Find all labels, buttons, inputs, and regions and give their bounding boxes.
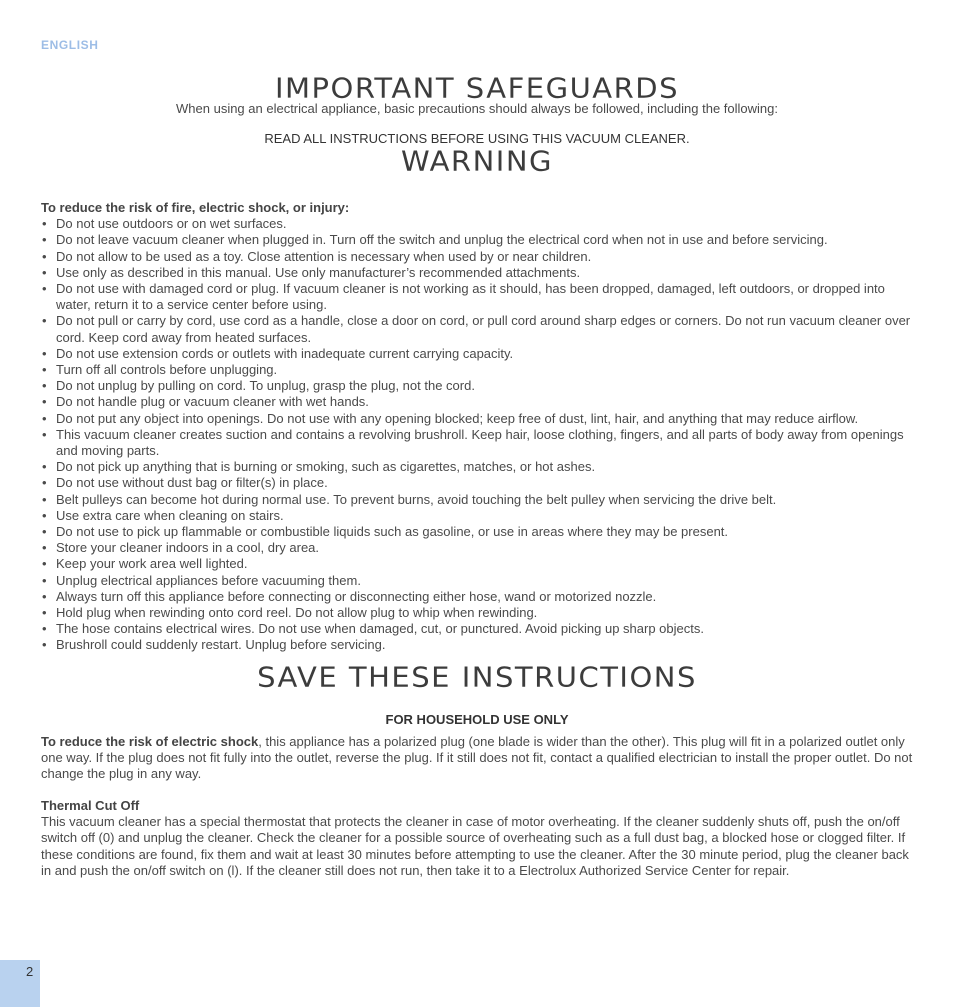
- shock-lead: To reduce the risk of electric shock: [41, 734, 259, 749]
- list-item: • Do not use without dust bag or filter(s) in place.: [41, 475, 921, 491]
- list-item: • Belt pulleys can become hot during normal use. To prevent burns, avoid touching the belt pulley when servicing the drive belt.: [41, 492, 921, 508]
- list-item: • Do not use to pick up flammable or combustible liquids such as gasoline, or use in areas where they may be present.: [41, 524, 921, 540]
- list-item: • Do not pick up anything that is burning or smoking, such as cigarettes, matches, or hot ashes.: [41, 459, 921, 475]
- list-item: • Do not leave vacuum cleaner when plugged in. Turn off the switch and unplug the electrical cord when not in use and before servicing.: [41, 232, 921, 248]
- thermal-heading: Thermal Cut Off: [41, 798, 140, 813]
- list-item: • Use extra care when cleaning on stairs.: [41, 508, 921, 524]
- list-item: • Do not put any object into openings. Do not use with any opening blocked; keep free of dust, lint, hair, and anything that may reduce airflow.: [41, 411, 921, 427]
- list-item: • Keep your work area well lighted.: [41, 556, 921, 572]
- list-item: • Unplug electrical appliances before vacuuming them.: [41, 573, 921, 589]
- list-item: • Do not use outdoors or on wet surfaces.: [41, 216, 921, 232]
- list-item: • Do not handle plug or vacuum cleaner with wet hands.: [41, 394, 921, 410]
- warning-lead: To reduce the risk of fire, electric shock, or injury:: [41, 200, 350, 215]
- save-instructions-title: SAVE THESE INSTRUCTIONS: [257, 660, 697, 694]
- safeguards-title: IMPORTANT SAFEGUARDS: [274, 71, 680, 105]
- list-item: • Do not unplug by pulling on cord. To unplug, grasp the plug, not the cord.: [41, 378, 921, 394]
- read-all-notice: READ ALL INSTRUCTIONS BEFORE USING THIS VACUUM CLEANER.: [264, 131, 690, 146]
- language-label: ENGLISH: [41, 38, 99, 52]
- warning-title: WARNING: [401, 144, 553, 178]
- list-item: • Turn off all controls before unplugging.: [41, 362, 921, 378]
- household-use-notice: FOR HOUSEHOLD USE ONLY: [385, 712, 569, 727]
- page-number: 2: [26, 964, 34, 979]
- page-number-tab: [0, 960, 40, 1007]
- shock-text: , this appliance has a polarized plug (one blade is wider than the other). This plug will fit in a polarized outlet only one way. If the plug does not fit fully into the outlet, reverse the plug. If it still does not fit, contact a qualified electrician to install the proper outlet. Do not change the plug in any way.: [41, 734, 913, 782]
- list-item: • Do not use extension cords or outlets with inadequate current carrying capacity.: [41, 346, 921, 362]
- thermal-cutoff-section: [41, 798, 921, 879]
- list-item: • Use only as described in this manual. Use only manufacturer’s recommended attachments.: [41, 265, 921, 281]
- warning-section: [41, 200, 921, 654]
- list-item: • Always turn off this appliance before connecting or disconnecting either hose, wand or motorized nozzle.: [41, 589, 921, 605]
- polarized-plug-paragraph: [41, 734, 921, 783]
- list-item: • Do not use with damaged cord or plug. If vacuum cleaner is not working as it should, has been dropped, damaged, left outdoors, or dropped into water, return it to a service center before using.: [41, 281, 921, 313]
- list-item: • Do not pull or carry by cord, use cord as a handle, close a door on cord, or pull cord around sharp edges or corners. Do not run vacuum cleaner over cord. Keep cord away from heated surfaces.: [41, 313, 921, 345]
- list-item: • Do not allow to be used as a toy. Close attention is necessary when used by or near children.: [41, 249, 921, 265]
- warning-list: [41, 216, 921, 653]
- list-item: • Brushroll could suddenly restart. Unplug before servicing.: [41, 637, 921, 653]
- thermal-text: This vacuum cleaner has a special thermostat that protects the cleaner in case of motor overheating. If the cleaner suddenly shuts off, push the on/off switch off (0) and unplug the cleaner. Check the cleaner for a possible source of overheating such as a full dust bag, a blocked hose or clogged filter. If these conditions are found, fix them and wait at least 30 minutes before attempting to use the cleaner. After the 30 minute period, plug the cleaner back in and push the on/off switch on (l). If the cleaner still does not run, then take it to a Electrolux Authorized Service Center for repair.: [41, 814, 909, 878]
- list-item: • Store your cleaner indoors in a cool, dry area.: [41, 540, 921, 556]
- list-item: • This vacuum cleaner creates suction and contains a revolving brushroll. Keep hair, loose clothing, fingers, and all parts of body away from openings and moving parts.: [41, 427, 921, 459]
- safeguards-intro: When using an electrical appliance, basic precautions should always be followed, including the following:: [176, 101, 778, 116]
- list-item: • The hose contains electrical wires. Do not use when damaged, cut, or punctured. Avoid picking up sharp objects.: [41, 621, 921, 637]
- list-item: • Hold plug when rewinding onto cord reel. Do not allow plug to whip when rewinding.: [41, 605, 921, 621]
